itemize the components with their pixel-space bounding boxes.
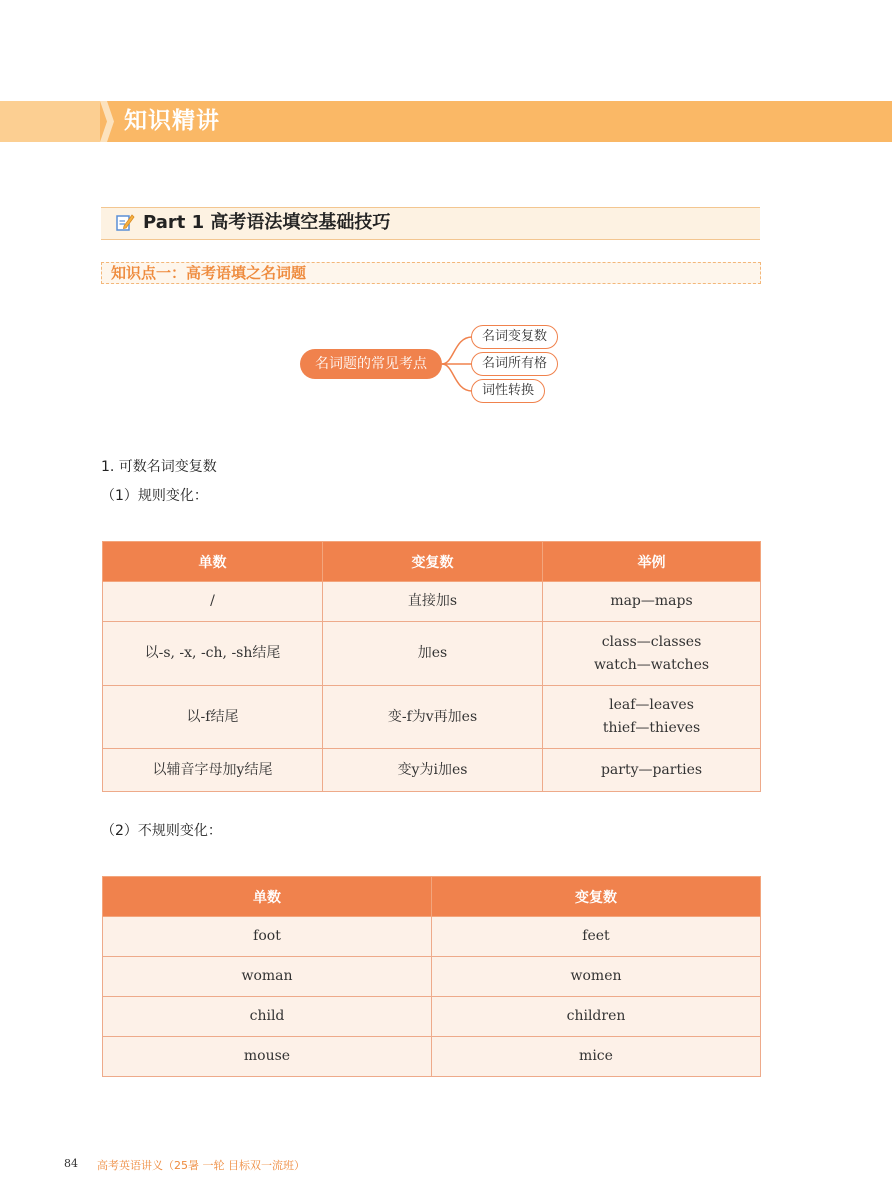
table-cell: party—parties [543, 749, 761, 792]
mindmap-root: 名词题的常见考点 [300, 349, 442, 379]
header-singular: 单数 [103, 542, 323, 582]
table-row [103, 997, 761, 1037]
knowledge-point-title: 知识点一：高考语填之名词题 [111, 264, 307, 282]
part-title: Part 1 高考语法填空基础技巧 [143, 212, 391, 233]
table-cell: / [103, 582, 323, 622]
section-heading: 1. 可数名词变复数 [101, 459, 217, 475]
table-row [103, 622, 761, 686]
banner-lead-block [0, 101, 100, 142]
table-cell: 加es [323, 622, 543, 686]
header-plural: 变复数 [323, 542, 543, 582]
table-cell: women [432, 957, 761, 997]
table-row [103, 1037, 761, 1077]
table-cell: map—maps [543, 582, 761, 622]
table-cell: leaf—leaves thief—thieves [543, 686, 761, 749]
table-cell: 以-s, -x, -ch, -sh结尾 [103, 622, 323, 686]
header-singular: 单数 [103, 877, 432, 917]
table-cell: foot [103, 917, 432, 957]
header-example: 举例 [543, 542, 761, 582]
table-cell: 以-f结尾 [103, 686, 323, 749]
subheading-regular: （1）规则变化： [101, 488, 208, 504]
table-cell: 以辅音字母加y结尾 [103, 749, 323, 792]
table-row [103, 582, 761, 622]
table-cell: child [103, 997, 432, 1037]
mindmap-node-plural: 名词变复数 [471, 325, 558, 349]
table-cell: feet [432, 917, 761, 957]
mindmap-node-conversion: 词性转换 [471, 379, 545, 403]
table-header-row [103, 542, 761, 582]
irregular-plural-table [102, 876, 761, 1077]
table-cell: woman [103, 957, 432, 997]
table-cell: mice [432, 1037, 761, 1077]
header-plural: 变复数 [432, 877, 761, 917]
table-row [103, 957, 761, 997]
table-cell: class—classes watch—watches [543, 622, 761, 686]
table-cell: 直接加s [323, 582, 543, 622]
table-row [103, 749, 761, 792]
subheading-irregular: （2）不规则变化： [101, 823, 222, 839]
pencil-note-icon [115, 212, 135, 232]
regular-plural-table [102, 541, 761, 792]
page-number: 84 [64, 1157, 78, 1170]
mindmap-node-possessive: 名词所有格 [471, 352, 558, 376]
table-cell: 变y为i加es [323, 749, 543, 792]
footer-text: 高考英语讲义（25暑 一轮 目标双一流班） [97, 1159, 305, 1172]
table-header-row [103, 877, 761, 917]
table-cell: mouse [103, 1037, 432, 1077]
banner-chevron-icon [100, 101, 114, 142]
table-row [103, 917, 761, 957]
banner-title: 知识精讲 [124, 108, 220, 134]
table-row [103, 686, 761, 749]
table-cell: 变-f为v再加es [323, 686, 543, 749]
table-cell: children [432, 997, 761, 1037]
